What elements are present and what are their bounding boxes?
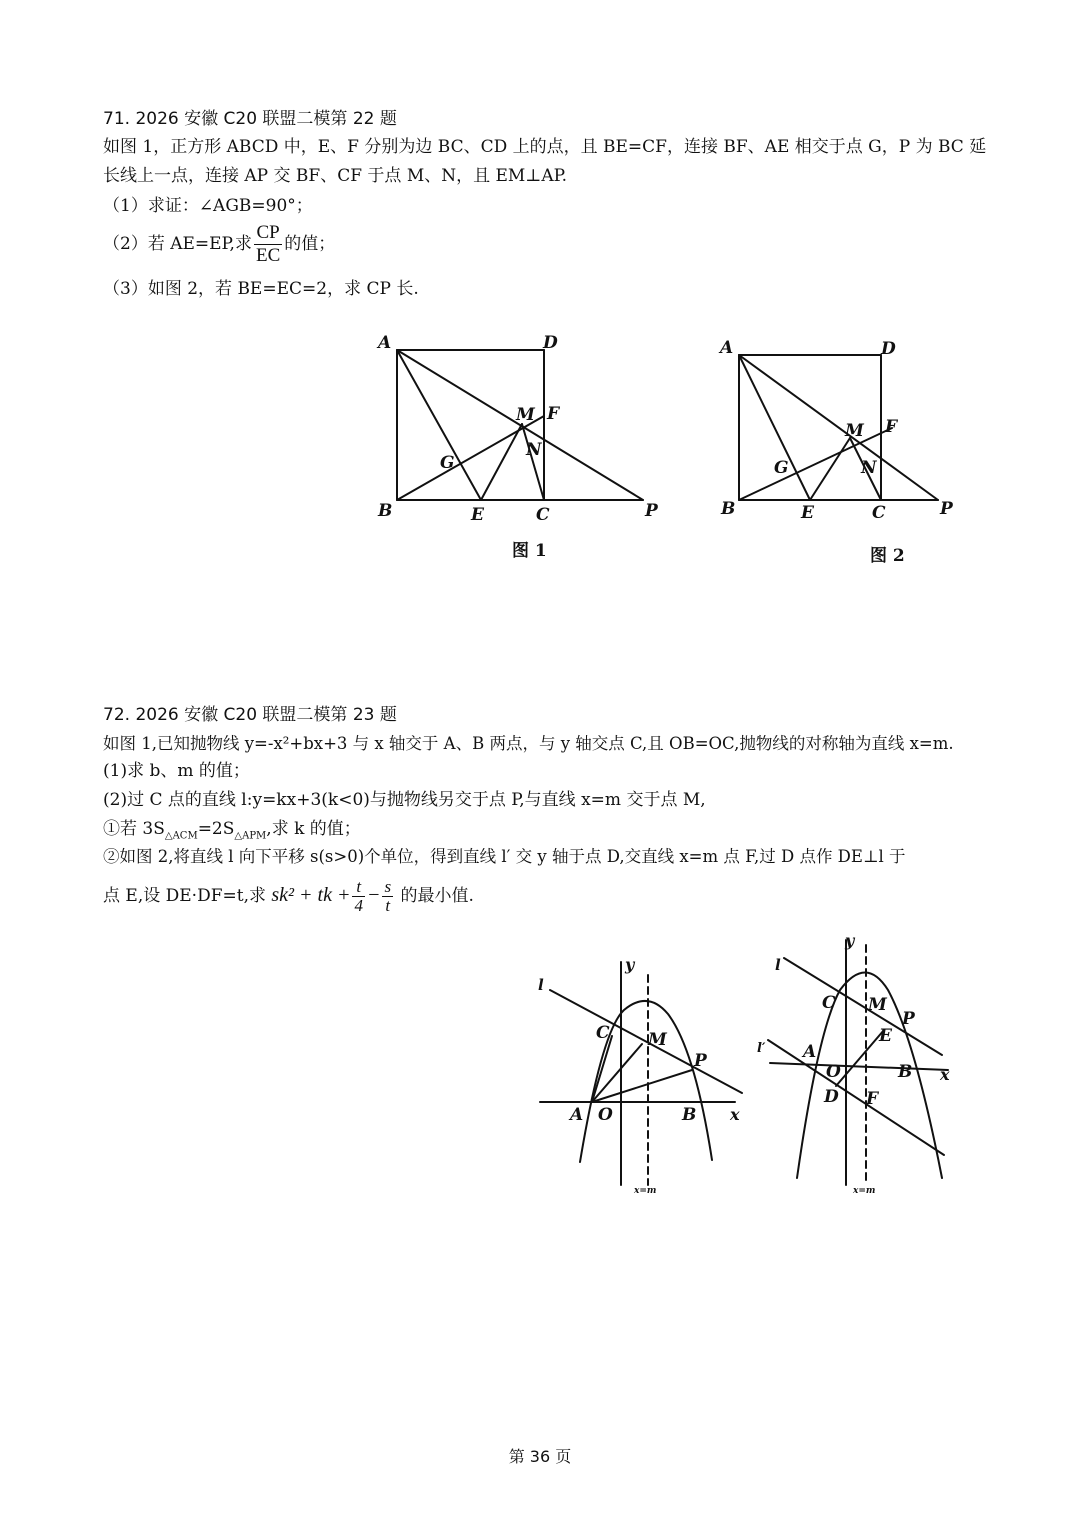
fig2-label-g: G <box>774 458 789 478</box>
q71-part2 <box>103 222 335 267</box>
fraction-numerator: t <box>352 878 365 897</box>
fig4-label-a: A <box>803 1042 817 1062</box>
fig2-label-f: F <box>885 417 898 437</box>
q72-figure-2 <box>755 928 965 1196</box>
fig4-label-c: C <box>822 993 836 1013</box>
q72-line6 <box>103 878 474 915</box>
fig4-label-p: P <box>902 1009 915 1029</box>
q71-line2: 长线上一点，连接 AP 交 BF、CF 于点 M、N，且 EM⊥AP. <box>103 166 567 186</box>
fig3-label-o: O <box>598 1105 613 1125</box>
expression-minus: − <box>366 884 381 906</box>
line-ae <box>739 355 810 500</box>
fig3-label-m: M <box>648 1030 667 1050</box>
fig1-label-f: F <box>547 404 560 424</box>
line-ac <box>592 1036 612 1102</box>
fig2-label-b: B <box>721 499 736 519</box>
fraction-numerator: s <box>384 877 392 896</box>
q72-line6-suffix: 的最小值. <box>400 886 474 906</box>
q72-line4-mid: =2S <box>197 819 235 839</box>
fraction-denominator: t <box>385 896 391 915</box>
fraction-denominator: EC <box>255 245 281 266</box>
q72-line4-prefix: ①若 3S <box>103 819 165 839</box>
q72-line4-suffix: ,求 k 的值； <box>266 819 361 839</box>
fig1-label-d: D <box>543 333 558 353</box>
fig4-label-d: D <box>824 1087 839 1107</box>
expression-part-a: sk² + tk + <box>271 884 351 906</box>
q71-line1: 如图 1，正方形 ABCD 中，E、F 分别为边 BC、CD 上的点，且 BE=CF，连接 BF、AE 相交于点 G，P 为 BC 延 <box>103 137 987 157</box>
cp-over-ec-fraction <box>254 222 282 267</box>
line-ap <box>397 350 643 500</box>
q72-line3: (2)过 C 点的直线 l:y=kx+3(k<0)与抛物线另交于点 P,与直线 x=m 交于点 M, <box>103 790 706 810</box>
fig2-label-a: A <box>720 338 734 358</box>
fig1-caption: 图 1 <box>512 541 547 561</box>
fig2-label-n: N <box>861 458 877 478</box>
fig3-label-a: A <box>570 1105 584 1125</box>
q72-line1: 如图 1,已知抛物线 y=-x²+bx+3 与 x 轴交于 A、B 两点，与 y 轴交点 C,且 OB=OC,抛物线的对称轴为直线 x=m. <box>103 734 954 753</box>
q71-title: 71. 2026 安徽 C20 联盟二模第 22 题 <box>103 109 397 129</box>
fig2-label-c: C <box>872 503 886 523</box>
fig2-caption: 图 2 <box>870 546 905 566</box>
line-mc <box>522 424 544 500</box>
fig3-label-c: C <box>596 1023 610 1043</box>
fig3-label-p: P <box>694 1051 707 1071</box>
q71-part3: （3）如图 2，若 BE=EC=2，求 CP 长. <box>103 279 419 299</box>
t-over-4-fraction <box>352 878 365 915</box>
q72-line6-prefix: 点 E,设 DE·DF=t,求 <box>103 886 266 906</box>
line-em <box>481 424 522 500</box>
fig4-label-o: O <box>826 1062 841 1082</box>
line-em <box>810 438 850 500</box>
fig1-label-b: B <box>378 501 393 521</box>
q71-part2-prefix: （2）若 AE=EP,求 <box>103 234 252 254</box>
fig1-label-c: C <box>536 505 550 525</box>
line-ae <box>397 350 481 500</box>
q71-part1: （1）求证：∠AGB=90°； <box>103 196 313 216</box>
fig3-label-b: B <box>682 1105 697 1125</box>
line-ap <box>739 355 938 500</box>
fraction-numerator: CP <box>254 222 282 245</box>
fig1-label-m: M <box>516 405 535 425</box>
s-over-t-fraction <box>382 878 393 915</box>
fraction-denominator: 4 <box>354 896 363 915</box>
fig4-label-l: l <box>775 956 781 974</box>
fig4-label-y: y <box>845 931 855 950</box>
fig3-label-x: x <box>730 1105 740 1124</box>
area-subscript-apm: △APM <box>234 830 267 842</box>
fig2-label-d: D <box>881 339 896 359</box>
q72-figure-1 <box>530 950 750 1195</box>
fig3-label-y: y <box>625 955 635 974</box>
q71-figure-2 <box>715 330 975 530</box>
fig4-label-l-prime: l′ <box>757 1041 766 1056</box>
line-de <box>836 1030 884 1086</box>
x-axis <box>770 1063 948 1070</box>
fig4-label-f: F <box>866 1089 879 1109</box>
q72-line4 <box>103 818 361 847</box>
page-number: 第 36 页 <box>508 1447 572 1466</box>
q72-title: 72. 2026 安徽 C20 联盟二模第 23 题 <box>103 705 397 725</box>
fig2-label-m: M <box>845 421 864 441</box>
fig4-label-e: E <box>879 1026 892 1046</box>
fig1-label-g: G <box>440 453 455 473</box>
fig4-label-b: B <box>898 1062 913 1082</box>
line-bf <box>397 416 544 500</box>
fig3-label-l: l <box>538 976 544 994</box>
line-l <box>550 990 742 1093</box>
fig2-label-p: P <box>940 499 953 519</box>
q71-part2-suffix: 的值； <box>284 234 336 254</box>
area-subscript-acm: △ACM <box>164 830 198 842</box>
fig1-label-p: P <box>645 501 658 521</box>
line-l-prime <box>768 1040 944 1155</box>
fig2-label-e: E <box>801 503 814 523</box>
fig4-label-x: x <box>940 1065 950 1084</box>
q72-line2: (1)求 b、m 的值； <box>103 761 250 781</box>
fig4-label-m: M <box>868 995 887 1015</box>
fig1-label-e: E <box>471 505 484 525</box>
fig4-label-x-eq-m: x=m <box>853 1186 876 1196</box>
fig1-label-a: A <box>378 333 392 353</box>
fig3-label-x-eq-m: x=m <box>634 1186 657 1196</box>
fig1-label-n: N <box>526 440 542 460</box>
q71-figure-1 <box>370 325 670 525</box>
q72-line5: ②如图 2,将直线 l 向下平移 s(s>0)个单位，得到直线 l′ 交 y 轴于点 D,交直线 x=m 点 F,过 D 点作 DE⊥l 于 <box>103 847 906 866</box>
